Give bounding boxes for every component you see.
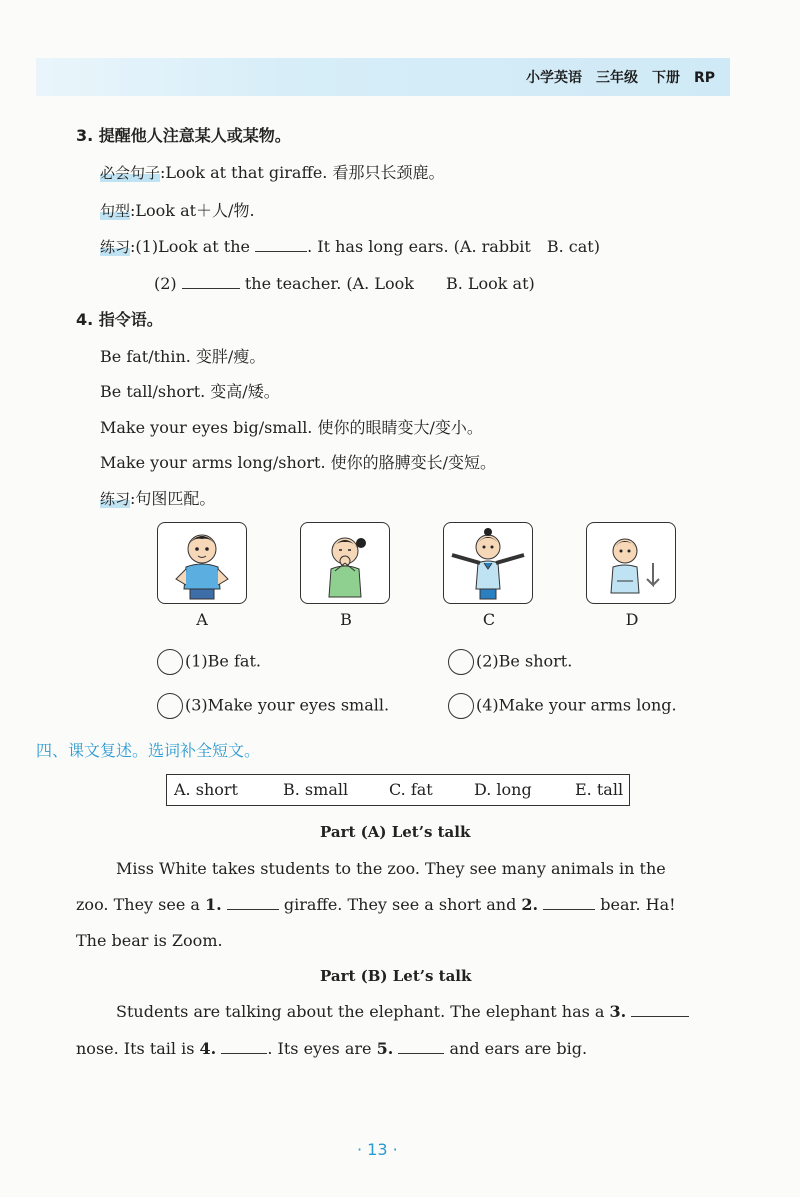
- picture-a: [157, 522, 247, 604]
- option-4-text: (4)Make your arms long.: [476, 695, 677, 715]
- blank-number-1: 1.: [205, 895, 222, 914]
- picture-b: [300, 522, 390, 604]
- item3-title: 3. 提醒他人注意某人或某物。: [76, 126, 291, 145]
- blank-number-3: 3.: [609, 1002, 627, 1021]
- girl-long-arms-icon: [444, 523, 532, 603]
- command-line-4: Make your arms long/short. 使你的胳膊变长/变短。: [100, 453, 497, 472]
- blank-5[interactable]: [398, 1053, 444, 1054]
- header-text: 小学英语 三年级 下册 RP: [525, 70, 715, 86]
- must-label: 必会句子: [100, 164, 161, 182]
- picture-label-a: A: [196, 610, 208, 629]
- pattern-line: [100, 198, 255, 221]
- practice-q1-line: [100, 234, 600, 257]
- match-practice-label: 练习: [100, 490, 131, 508]
- picture-d: [586, 522, 676, 604]
- answer-circle-1[interactable]: [157, 649, 183, 675]
- blank-number-5: 5.: [376, 1039, 394, 1058]
- q1-blank[interactable]: [255, 251, 307, 252]
- blank-2[interactable]: [543, 909, 595, 910]
- pattern-text: :Look at＋人/物.: [130, 201, 255, 220]
- part-b-line-1a: Students are talking about the elephant. The elephant has a: [116, 1002, 605, 1021]
- blank-1[interactable]: [227, 909, 279, 910]
- part-b-title: Part (B) Let’s talk: [320, 967, 472, 985]
- part-a-line-3: The bear is Zoom.: [76, 931, 223, 950]
- q1-text-b: . It has long ears. (A. rabbit B. cat): [307, 237, 600, 256]
- word-bank: [166, 774, 630, 806]
- option-1: [157, 649, 261, 675]
- page-number: · 13 ·: [357, 1140, 398, 1159]
- must-text: :Look at that giraffe. 看那只长颈鹿。: [160, 163, 445, 182]
- word-option-b: B. small: [283, 780, 349, 799]
- must-sentence-line: [100, 160, 444, 183]
- section4-title: 四、课文复述。选词补全短文。: [36, 741, 261, 760]
- picture-label-c: C: [482, 610, 496, 629]
- picture-c: [443, 522, 533, 604]
- option-1-text: (1)Be fat.: [185, 651, 261, 671]
- part-a-line-2c: bear. Ha!: [600, 895, 676, 914]
- command-line-3: Make your eyes big/small. 使你的眼睛变大/变小。: [100, 418, 483, 437]
- q2-blank[interactable]: [182, 288, 240, 289]
- picture-label-d: D: [625, 610, 639, 629]
- part-b-line-1: [116, 994, 689, 1030]
- blank-number-4: 4.: [199, 1039, 217, 1058]
- match-practice-line: [100, 486, 215, 509]
- answer-circle-2[interactable]: [448, 649, 474, 675]
- blank-number-2: 2.: [521, 895, 539, 914]
- part-b-line-2a: nose. Its tail is: [76, 1039, 195, 1058]
- pattern-label: 句型: [100, 202, 131, 220]
- q2-text-a: (2): [154, 274, 177, 293]
- blank-4[interactable]: [221, 1053, 267, 1054]
- boy-fat-icon: [158, 523, 246, 603]
- answer-circle-3[interactable]: [157, 693, 183, 719]
- word-option-c: C. fat: [389, 780, 433, 799]
- word-option-e: E. tall: [575, 780, 624, 799]
- command-line-1: Be fat/thin. 变胖/瘦。: [100, 347, 266, 366]
- match-practice-text: :句图匹配。: [130, 489, 216, 508]
- option-2-text: (2)Be short.: [476, 651, 573, 671]
- option-3-text: (3)Make your eyes small.: [185, 695, 390, 715]
- part-b-line-2: [76, 1031, 587, 1067]
- answer-circle-4[interactable]: [448, 693, 474, 719]
- command-line-2: Be tall/short. 变高/矮。: [100, 382, 280, 401]
- picture-label-b: B: [340, 610, 352, 629]
- practice-q2-line: [154, 271, 535, 294]
- part-b-line-2c: and ears are big.: [449, 1039, 588, 1058]
- boy-short-icon: [587, 523, 675, 603]
- option-4: [448, 693, 677, 719]
- q1-text-a: :(1)Look at the: [130, 237, 250, 256]
- part-a-line-2a: zoo. They see a: [76, 895, 200, 914]
- part-a-line-2: [76, 887, 676, 923]
- option-2: [448, 649, 572, 675]
- part-a-line-2b: giraffe. They see a short and: [283, 895, 517, 914]
- part-a-line-1: Miss White takes students to the zoo. They see many animals in the: [116, 859, 666, 878]
- girl-small-eyes-icon: [301, 523, 389, 603]
- part-b-line-2b: . Its eyes are: [267, 1039, 372, 1058]
- practice-label: 练习: [100, 238, 131, 256]
- item4-title: 4. 指令语。: [76, 310, 163, 329]
- option-3: [157, 693, 389, 719]
- part-a-title: Part (A) Let’s talk: [320, 823, 471, 841]
- word-option-d: D. long: [474, 780, 532, 799]
- blank-3[interactable]: [631, 1016, 689, 1017]
- q2-text-b: the teacher. (A. Look B. Look at): [244, 274, 535, 293]
- word-option-a: A. short: [174, 780, 238, 799]
